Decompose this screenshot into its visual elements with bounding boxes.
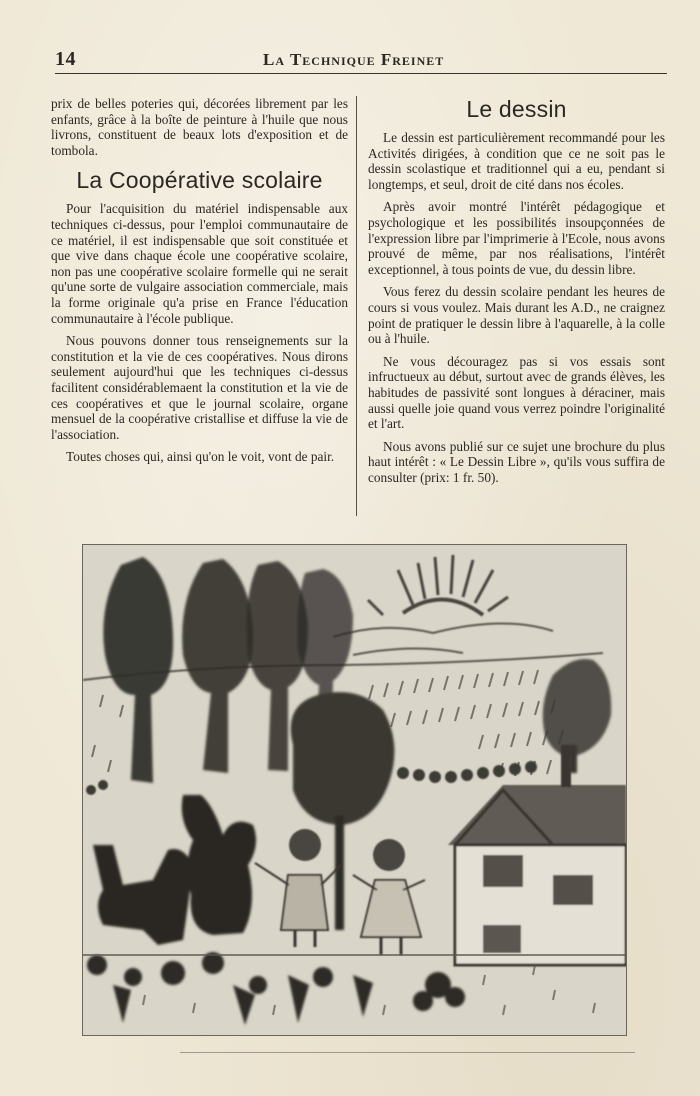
dessin-paragraph: Après avoir montré l'intérêt pédagogique et psychologique et les possibilités insoupçonnées de l'expression libre par l'imprimerie à l'Ecole, nous avons prouvé de même, par nos réalisations, l'intérêt exceptionnel, à tous points de vue, du dessin libre. bbox=[368, 199, 665, 277]
right-column bbox=[368, 96, 665, 492]
page-header bbox=[55, 44, 667, 78]
cooperative-paragraph: Nous pouvons donner tous renseignements sur la constitution et la vie de ces coopératives. Nous dirons seulement aujourd'hui que les techniques ci-dessus facilitent considérablemaent la constitution et la vie de ces coopératives et que le journal scolaire, organe mensuel de la coopérative cristallise et diffuse la vie de l'association. bbox=[51, 333, 348, 442]
child-drawing-landscape-icon bbox=[82, 544, 627, 1036]
dessin-paragraph: Nous avons publié sur ce sujet une brochure du plus haut intérêt : « Le Dessin Libre », qu'ils vous suffira de consulter (prix: 1 fr. 50). bbox=[368, 438, 665, 485]
section-heading-cooperative: La Coopérative scolaire bbox=[76, 167, 323, 194]
column-divider bbox=[356, 96, 357, 516]
running-title: La Technique Freinet bbox=[263, 50, 445, 69]
intro-paragraph: prix de belles poteries qui, décorées librement par les enfants, grâce à la boîte de peinture à l'huile que nous livrons, constituent de beaux lots d'exposition et de tombola. bbox=[51, 96, 348, 158]
left-column bbox=[51, 96, 348, 472]
section-heading-dessin: Le dessin bbox=[466, 96, 567, 122]
dessin-paragraph: Vous ferez du dessin scolaire pendant les heures de cours si vous voulez. Mais durant les A.D., ne craignez point de pratiquer le dessin libre à l'aquarelle, à la colle ou à l'huile. bbox=[368, 284, 665, 347]
bottom-rule bbox=[180, 1052, 635, 1053]
page-number: 14 bbox=[55, 48, 76, 70]
cooperative-paragraph: Pour l'acquisition du matériel indispensable aux techniques ci-dessus, pour l'emploi communautaire de ce matériel, il est indispensable que soit constituée et que vive dans chaque école une coopérative scolaire, non pas une coopérative scolaire formelle qui ne serait qu'une sorte de vulgaire association commerciale, mais la forme originale qu'a prise en France l'éducation communautaire à l'école publique. bbox=[51, 201, 348, 326]
cooperative-paragraph: Toutes choses qui, ainsi qu'on le voit, vont de pair. bbox=[66, 449, 335, 465]
dessin-paragraph: Le dessin est particulièrement recommandé pour les Activités dirigées, à condition que ce ne soit pas le dessin scolastique et traditionnel qui a eu, pendant si longtemps, et seul, droit de cité dans nos écoles. bbox=[368, 130, 665, 192]
dessin-paragraph: Ne vous découragez pas si vos essais sont infructueux au début, surtout avec de grands élèves, les habitudes de passivité sont longues à déraciner, mais aussi quelle joie quand vous verrez poindre l'originalité et l'art. bbox=[368, 353, 665, 432]
header-rule bbox=[55, 73, 667, 74]
